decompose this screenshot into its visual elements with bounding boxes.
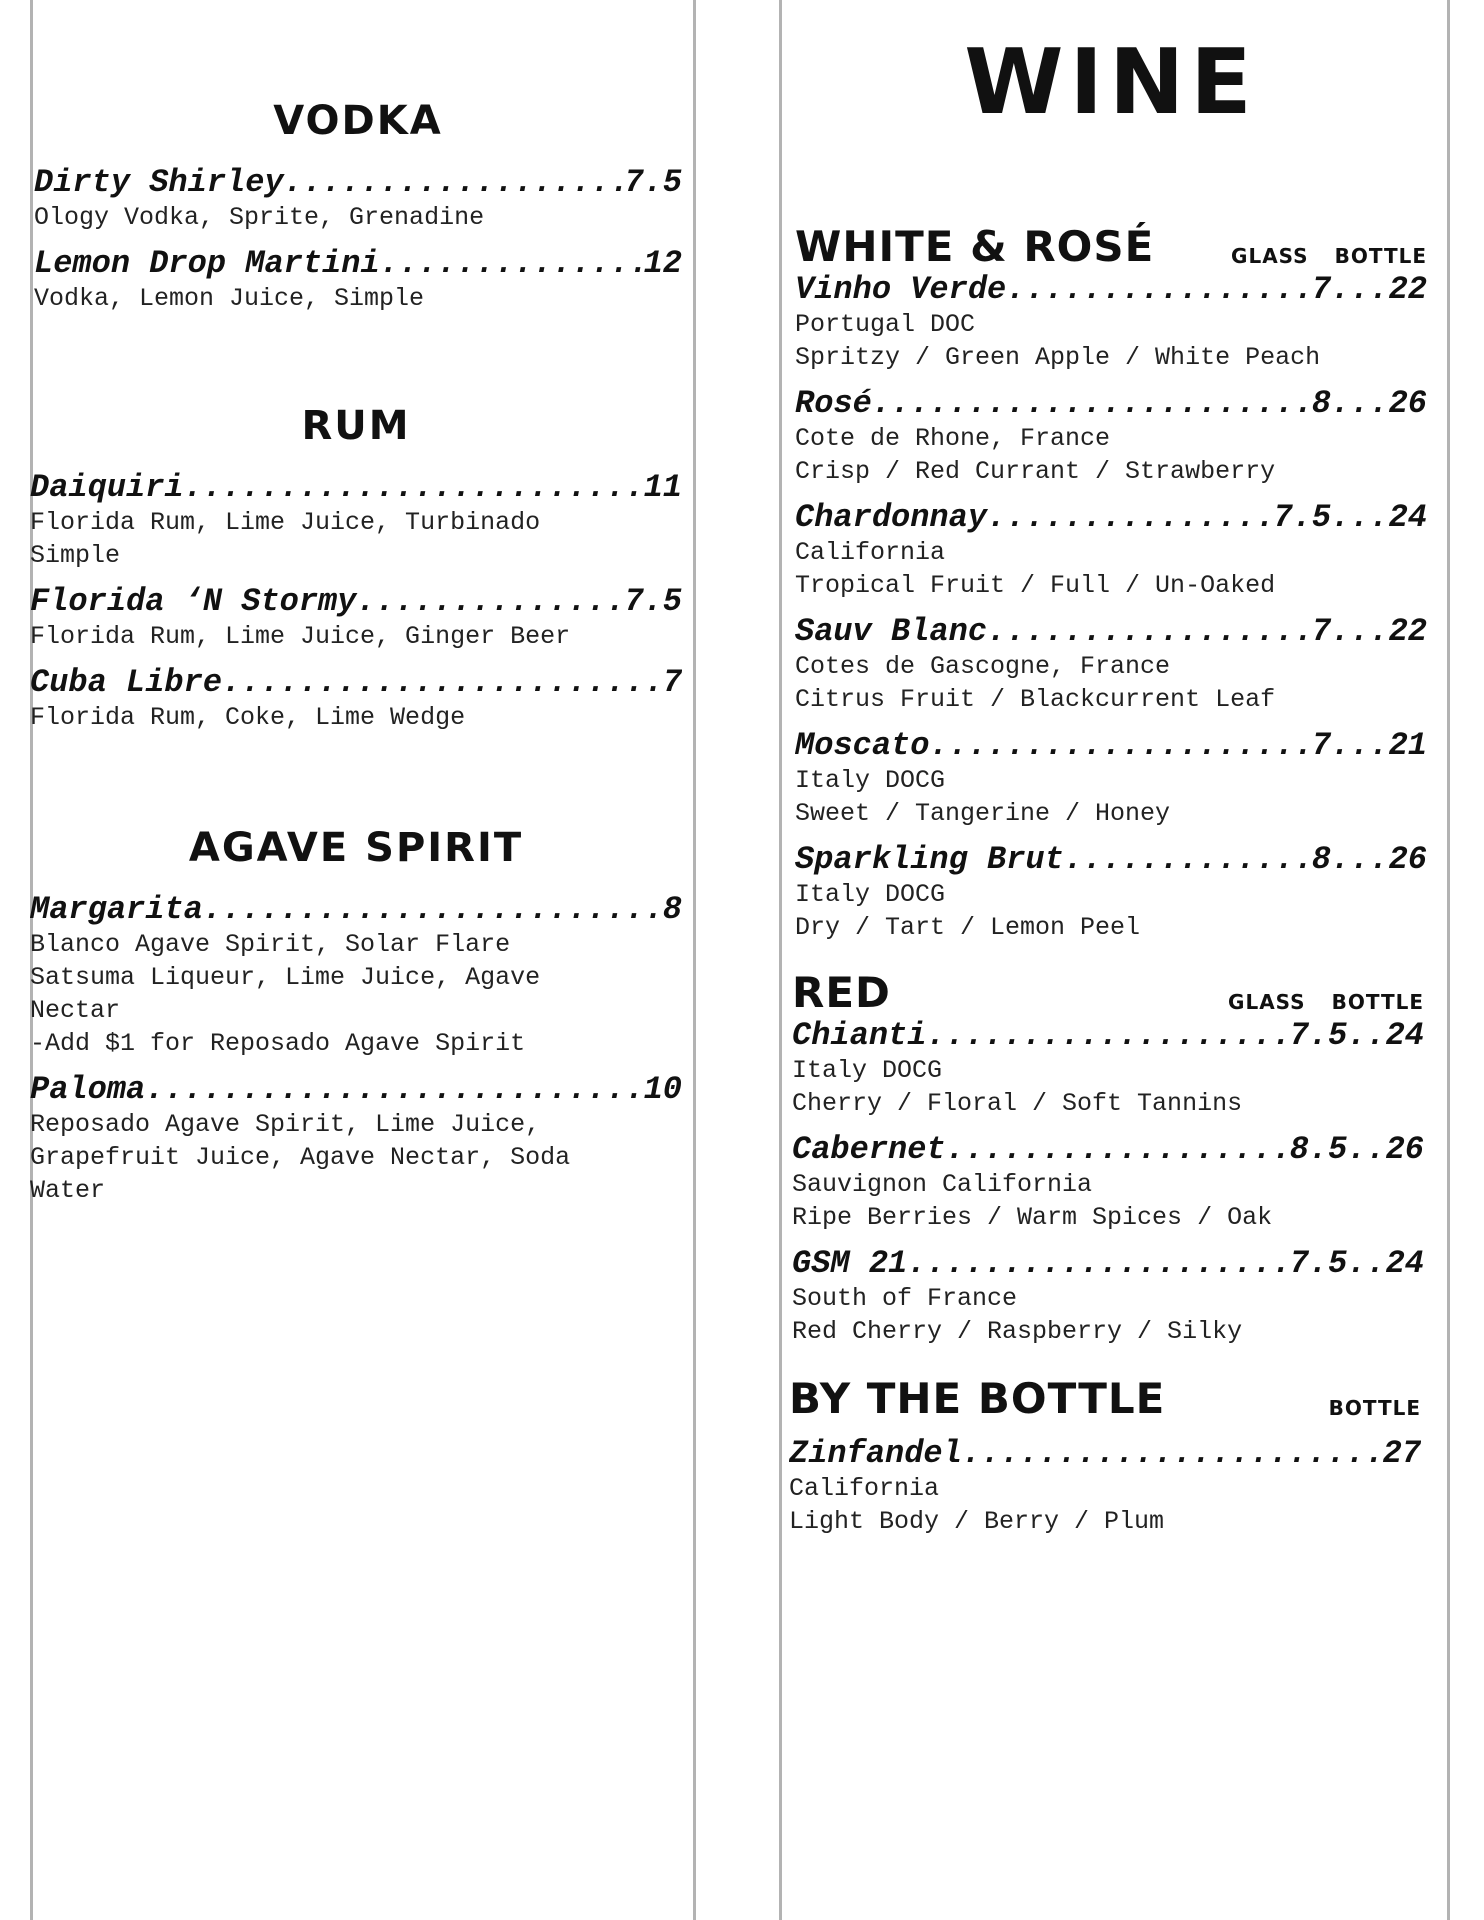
item-description: Florida Rum, Lime Juice, Ginger Beer — [30, 622, 571, 651]
item-price: 8...26 — [1311, 842, 1427, 878]
leader-dots — [145, 1072, 643, 1108]
item-origin: Italy DOCG — [792, 1056, 943, 1085]
wine-title: WINE — [964, 30, 1258, 135]
item-origin: Italy DOCG — [795, 766, 946, 795]
leader-dots — [1064, 842, 1312, 878]
menu-item-dirty-shirley — [34, 165, 682, 234]
item-price: 7.5 — [624, 165, 682, 201]
item-description: Blanco Agave Spirit, Solar Flare — [30, 930, 511, 959]
item-name: Sauv Blanc — [795, 614, 988, 650]
item-price: 12 — [643, 246, 682, 282]
item-price: 8 — [662, 892, 682, 928]
menu-item-chianti — [792, 1018, 1424, 1120]
item-price: 7...22 — [1311, 272, 1427, 308]
item-name: Moscato — [795, 728, 930, 764]
center-right-divider — [779, 0, 782, 1920]
item-name: Margarita — [30, 892, 203, 928]
item-origin: South of France — [792, 1284, 1018, 1313]
item-tasting-notes: Red Cherry / Raspberry / Silky — [792, 1317, 1243, 1346]
right-border-line — [1447, 0, 1450, 1920]
section-white-rose — [795, 222, 1427, 956]
menu-item-vinho-verde — [795, 272, 1427, 374]
item-name: Rosé — [795, 386, 872, 422]
bottle-label: BOTTLE — [1331, 990, 1424, 1014]
menu-item-sauv-blanc — [795, 614, 1427, 716]
glass-label: GLASS — [1231, 244, 1309, 268]
item-price: 10 — [643, 1072, 682, 1108]
section-title: AGAVE SPIRIT — [188, 825, 524, 871]
bottle-label: BOTTLE — [1334, 244, 1427, 268]
menu-item-zinfandel — [789, 1436, 1421, 1538]
leader-dots — [929, 728, 1311, 764]
item-origin: Italy DOCG — [795, 880, 946, 909]
menu-item-sparkling-brut — [795, 842, 1427, 944]
menu-item-moscato — [795, 728, 1427, 830]
item-name: Chardonnay — [795, 500, 988, 536]
item-description: Simple — [30, 541, 121, 570]
item-price: 8...26 — [1311, 386, 1427, 422]
item-price: 7.5...24 — [1273, 500, 1427, 536]
item-description: Florida Rum, Lime Juice, Turbinado — [30, 508, 541, 537]
item-description: Vodka, Lemon Juice, Simple — [34, 284, 425, 313]
leader-dots — [962, 1436, 1383, 1472]
item-name: Cabernet — [792, 1132, 946, 1168]
leader-dots — [1006, 272, 1312, 308]
section-vodka — [34, 98, 682, 327]
section-red — [792, 968, 1424, 1360]
item-price: 7 — [662, 665, 682, 701]
bottle-label: BOTTLE — [1328, 1396, 1421, 1420]
section-title: WHITE & ROSÉ — [795, 222, 1155, 271]
item-name: Florida ‘N Stormy — [30, 584, 357, 620]
leader-dots — [284, 165, 625, 201]
item-name: Sparkling Brut — [795, 842, 1064, 878]
section-title: RUM — [301, 403, 411, 449]
item-description: Nectar — [30, 996, 121, 1025]
item-tasting-notes: Light Body / Berry / Plum — [789, 1507, 1165, 1536]
leader-dots — [926, 1018, 1289, 1054]
item-origin: Portugal DOC — [795, 310, 976, 339]
item-price: 8.5..26 — [1289, 1132, 1424, 1168]
leader-dots — [356, 584, 624, 620]
section-rum — [30, 403, 682, 746]
leader-dots — [203, 892, 663, 928]
section-by-the-bottle — [789, 1374, 1421, 1550]
item-tasting-notes: Spritzy / Green Apple / White Peach — [795, 343, 1321, 372]
item-name: GSM 21 — [792, 1246, 908, 1282]
item-name: Zinfandel — [789, 1436, 962, 1472]
item-origin: Sauvignon California — [792, 1170, 1093, 1199]
item-price: 7...22 — [1311, 614, 1427, 650]
glass-label: GLASS — [1228, 990, 1306, 1014]
item-description: Grapefruit Juice, Agave Nectar, Soda — [30, 1143, 571, 1172]
item-description: Reposado Agave Spirit, Lime Juice, — [30, 1110, 541, 1139]
item-description: Satsuma Liqueur, Lime Juice, Agave — [30, 963, 541, 992]
menu-item-chardonnay — [795, 500, 1427, 602]
menu-item-lemon-drop-martini — [34, 246, 682, 315]
item-description: Water — [30, 1176, 106, 1205]
menu-item-florida-n-stormy — [30, 584, 682, 653]
item-name: Chianti — [792, 1018, 927, 1054]
item-price: 11 — [643, 470, 682, 506]
item-note: -Add $1 for Reposado Agave Spirit — [30, 1029, 526, 1058]
section-title: RED — [792, 968, 891, 1017]
item-tasting-notes: Citrus Fruit / Blackcurrent Leaf — [795, 685, 1276, 714]
item-price: 7.5..24 — [1289, 1246, 1424, 1282]
section-title: VODKA — [273, 98, 443, 144]
item-price: 7.5 — [624, 584, 682, 620]
menu-item-rose — [795, 386, 1427, 488]
item-tasting-notes: Sweet / Tangerine / Honey — [795, 799, 1171, 828]
item-name: Daiquiri — [30, 470, 184, 506]
item-origin: California — [789, 1474, 940, 1503]
item-tasting-notes: Tropical Fruit / Full / Un-Oaked — [795, 571, 1276, 600]
item-origin: Cote de Rhone, France — [795, 424, 1111, 453]
item-tasting-notes: Ripe Berries / Warm Spices / Oak — [792, 1203, 1273, 1232]
leader-dots — [907, 1246, 1289, 1282]
item-price: 7...21 — [1311, 728, 1427, 764]
item-tasting-notes: Crisp / Red Currant / Strawberry — [795, 457, 1276, 486]
item-name: Vinho Verde — [795, 272, 1007, 308]
item-description: Florida Rum, Coke, Lime Wedge — [30, 703, 466, 732]
leader-dots — [987, 614, 1312, 650]
menu-item-margarita — [30, 892, 682, 1060]
leader-dots — [946, 1132, 1290, 1168]
item-tasting-notes: Cherry / Floral / Soft Tannins — [792, 1089, 1243, 1118]
item-description: Ology Vodka, Sprite, Grenadine — [34, 203, 485, 232]
item-price: 27 — [1382, 1436, 1421, 1472]
leader-dots — [872, 386, 1312, 422]
center-left-divider — [693, 0, 696, 1920]
leader-dots — [380, 246, 644, 282]
section-title: BY THE BOTTLE — [789, 1374, 1166, 1423]
item-name: Paloma — [30, 1072, 146, 1108]
menu-item-cuba-libre — [30, 665, 682, 734]
menu-item-paloma — [30, 1072, 682, 1207]
item-tasting-notes: Dry / Tart / Lemon Peel — [795, 913, 1141, 942]
item-price: 7.5..24 — [1289, 1018, 1424, 1054]
menu-item-cabernet — [792, 1132, 1424, 1234]
leader-dots — [987, 500, 1273, 536]
menu-item-daiquiri — [30, 470, 682, 572]
item-name: Dirty Shirley — [34, 165, 284, 201]
item-origin: Cotes de Gascogne, France — [795, 652, 1171, 681]
item-name: Cuba Libre — [30, 665, 223, 701]
section-agave-spirit — [30, 825, 682, 1219]
leader-dots — [222, 665, 663, 701]
menu-item-gsm-21 — [792, 1246, 1424, 1348]
item-origin: California — [795, 538, 946, 567]
leader-dots — [184, 470, 644, 506]
item-name: Lemon Drop Martini — [34, 246, 380, 282]
